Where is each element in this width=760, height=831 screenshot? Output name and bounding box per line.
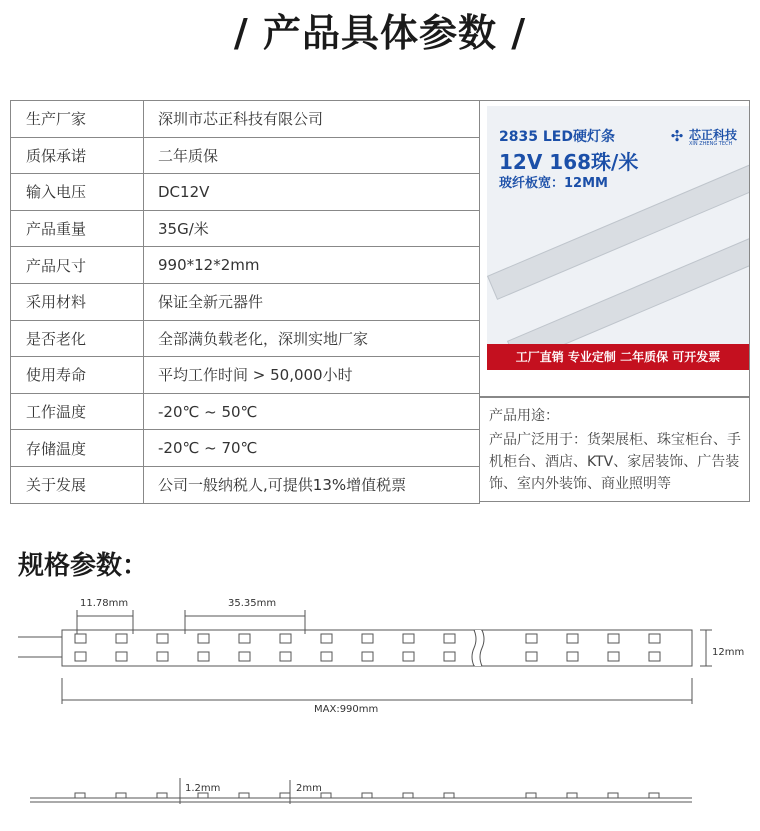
param-row bbox=[11, 320, 480, 357]
led-side bbox=[403, 793, 413, 798]
param-key: 是否老化 bbox=[11, 320, 144, 357]
led-pad bbox=[526, 652, 537, 661]
led-pad bbox=[239, 634, 250, 643]
led-pad bbox=[649, 634, 660, 643]
param-key: 存储温度 bbox=[11, 430, 144, 467]
led-side bbox=[280, 793, 290, 798]
usage-title: 产品用途： bbox=[489, 408, 559, 424]
led-pad bbox=[444, 652, 455, 661]
led-pad bbox=[198, 652, 209, 661]
led-pad bbox=[280, 634, 291, 643]
param-row bbox=[11, 101, 480, 138]
led-side bbox=[362, 793, 372, 798]
param-key: 生产厂家 bbox=[11, 101, 144, 138]
page-title: / 产品具体参数 / bbox=[233, 11, 527, 55]
param-value: 公司一般纳税人,可提供13%增值税票 bbox=[144, 466, 480, 503]
param-row bbox=[11, 466, 480, 503]
led-pad bbox=[321, 652, 332, 661]
promo-spec: 12V 168珠/米 bbox=[499, 150, 639, 174]
param-value: 保证全新元器件 bbox=[144, 283, 480, 320]
led-pad bbox=[567, 652, 578, 661]
dim-led-height: 1.2mm bbox=[185, 783, 221, 794]
param-key: 产品重量 bbox=[11, 210, 144, 247]
param-value: 平均工作时间 > 50,000小时 bbox=[144, 357, 480, 394]
led-side bbox=[649, 793, 659, 798]
led-pad bbox=[157, 634, 168, 643]
promo-board-width: 玻纤板宽：12MM bbox=[499, 176, 608, 191]
led-pad bbox=[403, 652, 414, 661]
spec-title: 规格参数： bbox=[18, 551, 149, 581]
param-key: 质保承诺 bbox=[11, 137, 144, 174]
promo-product-name: 2835 LED硬灯条 bbox=[499, 129, 615, 145]
led-pad bbox=[239, 652, 250, 661]
param-key: 输入电压 bbox=[11, 174, 144, 211]
led-side bbox=[239, 793, 249, 798]
param-key: 工作温度 bbox=[11, 393, 144, 430]
dim-board: 2mm bbox=[296, 783, 322, 794]
param-row bbox=[11, 357, 480, 394]
led-pad bbox=[116, 634, 127, 643]
logo-cn: 芯正科技 bbox=[689, 128, 738, 142]
param-row bbox=[11, 247, 480, 284]
param-row bbox=[11, 283, 480, 320]
led-pad bbox=[280, 652, 291, 661]
led-side bbox=[75, 793, 85, 798]
led-pad bbox=[608, 652, 619, 661]
led-side bbox=[321, 793, 331, 798]
param-row bbox=[11, 210, 480, 247]
promo-banner: 工厂直销 专业定制 二年质保 可开发票 bbox=[487, 344, 749, 370]
param-row bbox=[11, 174, 480, 211]
led-pad bbox=[649, 652, 660, 661]
led-pad bbox=[362, 652, 373, 661]
led-pad bbox=[75, 634, 86, 643]
param-row bbox=[11, 137, 480, 174]
led-side bbox=[444, 793, 454, 798]
spec-drawing bbox=[0, 590, 760, 831]
dim-pitch: 11.78mm bbox=[80, 598, 129, 609]
brand-logo bbox=[669, 126, 741, 150]
param-value: -20℃ ~ 70℃ bbox=[144, 430, 480, 467]
params-table bbox=[10, 100, 480, 504]
led-pad bbox=[198, 634, 209, 643]
product-promo-image bbox=[487, 106, 749, 370]
led-pad bbox=[321, 634, 332, 643]
led-pad bbox=[362, 634, 373, 643]
logo-en: XIN ZHENG TECH bbox=[689, 141, 733, 147]
usage-text: 产品广泛用于：货架展柜、珠宝柜台、手机柜台、酒店、KTV、家居装饰、广告装饰、室内外装饰、商业照明等 bbox=[489, 432, 741, 492]
led-side bbox=[157, 793, 167, 798]
led-pad bbox=[157, 652, 168, 661]
dim-segment: 35.35mm bbox=[228, 598, 277, 609]
led-side bbox=[608, 793, 618, 798]
led-pad bbox=[403, 634, 414, 643]
dim-width: 12mm bbox=[712, 647, 745, 658]
param-value: 深圳市芯正科技有限公司 bbox=[144, 101, 480, 138]
param-value: 全部满负载老化，深圳实地厂家 bbox=[144, 320, 480, 357]
led-pad bbox=[444, 634, 455, 643]
param-row bbox=[11, 393, 480, 430]
param-value: 二年质保 bbox=[144, 137, 480, 174]
led-pad bbox=[116, 652, 127, 661]
param-value: 35G/米 bbox=[144, 210, 480, 247]
led-pad bbox=[75, 652, 86, 661]
param-key: 关于发展 bbox=[11, 466, 144, 503]
led-pad bbox=[526, 634, 537, 643]
led-pad bbox=[567, 634, 578, 643]
param-key: 使用寿命 bbox=[11, 357, 144, 394]
led-side bbox=[567, 793, 577, 798]
led-side bbox=[116, 793, 126, 798]
dim-length: MAX:990mm bbox=[314, 704, 379, 715]
param-value: 990*12*2mm bbox=[144, 247, 480, 284]
param-key: 采用材料 bbox=[11, 283, 144, 320]
led-pad bbox=[608, 634, 619, 643]
led-side bbox=[526, 793, 536, 798]
param-value: -20℃ ~ 50℃ bbox=[144, 393, 480, 430]
param-value: DC12V bbox=[144, 174, 480, 211]
logo-icon: ✣ bbox=[670, 127, 684, 145]
param-row bbox=[11, 430, 480, 467]
param-key: 产品尺寸 bbox=[11, 247, 144, 284]
